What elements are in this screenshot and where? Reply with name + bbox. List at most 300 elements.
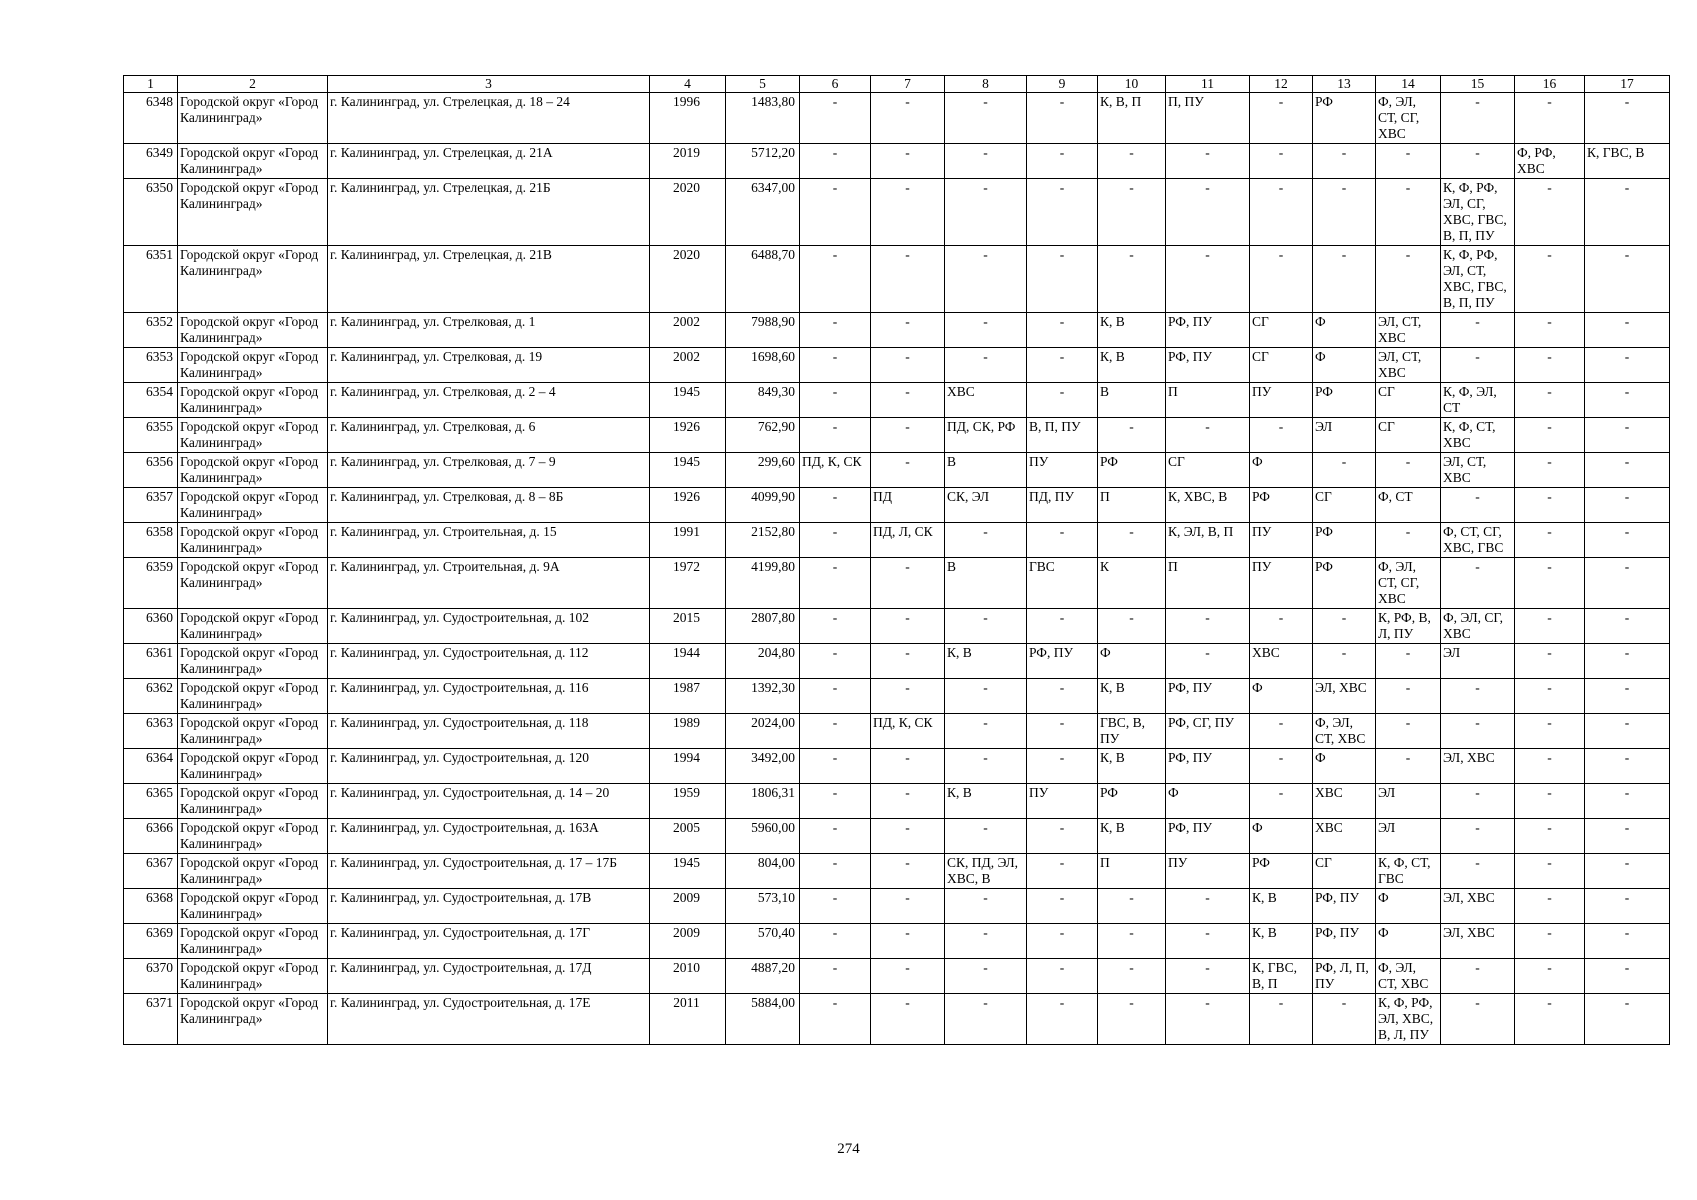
- table-cell-col-16: -: [1515, 749, 1585, 784]
- table-cell-col-7: -: [871, 959, 945, 994]
- table-cell-col-9: -: [1027, 179, 1098, 246]
- table-cell-col-11: -: [1166, 144, 1250, 179]
- table-cell-col-10: К, В: [1098, 819, 1166, 854]
- table-cell-col-11: П: [1166, 383, 1250, 418]
- table-cell-col-2: Городской округ «Город Калининград»: [178, 246, 328, 313]
- table-cell-col-14: К, Ф, РФ, ЭЛ, ХВС, В, Л, ПУ: [1376, 994, 1441, 1045]
- table-cell-col-16: -: [1515, 93, 1585, 144]
- table-cell-col-13: РФ: [1313, 523, 1376, 558]
- table-cell-col-16: -: [1515, 994, 1585, 1045]
- table-row: [124, 418, 1670, 453]
- table-cell-col-17: -: [1585, 558, 1670, 609]
- table-cell-col-9: -: [1027, 93, 1098, 144]
- table-cell-col-10: РФ: [1098, 453, 1166, 488]
- table-cell-col-14: -: [1376, 644, 1441, 679]
- table-cell-col-13: РФ, Л, П, ПУ: [1313, 959, 1376, 994]
- table-cell-col-10: П: [1098, 854, 1166, 889]
- table-cell-col-4: 1972: [650, 558, 726, 609]
- table-cell-col-10: -: [1098, 179, 1166, 246]
- table-cell-col-6: -: [800, 383, 871, 418]
- table-cell-col-5: 804,00: [726, 854, 800, 889]
- table-cell-col-7: ПД, К, СК: [871, 714, 945, 749]
- table-cell-col-1: 6360: [124, 609, 178, 644]
- table-cell-col-8: -: [945, 889, 1027, 924]
- table-cell-col-6: -: [800, 924, 871, 959]
- table-cell-col-15: -: [1441, 854, 1515, 889]
- table-cell-col-7: -: [871, 246, 945, 313]
- table-cell-col-13: РФ: [1313, 93, 1376, 144]
- table-cell-col-15: -: [1441, 959, 1515, 994]
- table-cell-col-5: 5712,20: [726, 144, 800, 179]
- table-cell-col-3: г. Калининград, ул. Строительная, д. 15: [328, 523, 650, 558]
- table-cell-col-12: -: [1250, 749, 1313, 784]
- table-cell-col-14: ЭЛ, СТ, ХВС: [1376, 348, 1441, 383]
- table-cell-col-17: -: [1585, 523, 1670, 558]
- table-cell-col-10: -: [1098, 418, 1166, 453]
- table-cell-col-6: -: [800, 889, 871, 924]
- table-cell-col-1: 6353: [124, 348, 178, 383]
- table-cell-col-15: -: [1441, 819, 1515, 854]
- table-cell-col-10: К, В: [1098, 749, 1166, 784]
- table-cell-col-5: 4099,90: [726, 488, 800, 523]
- table-cell-col-13: Ф, ЭЛ, СТ, ХВС: [1313, 714, 1376, 749]
- table-cell-col-9: -: [1027, 714, 1098, 749]
- table-cell-col-10: К, В: [1098, 679, 1166, 714]
- column-header-11: 11: [1166, 76, 1250, 93]
- table-cell-col-15: ЭЛ, ХВС: [1441, 749, 1515, 784]
- table-cell-col-4: 2009: [650, 924, 726, 959]
- table-cell-col-4: 1987: [650, 679, 726, 714]
- table-cell-col-6: -: [800, 348, 871, 383]
- table-cell-col-2: Городской округ «Город Калининград»: [178, 144, 328, 179]
- table-cell-col-8: -: [945, 924, 1027, 959]
- table-cell-col-7: -: [871, 679, 945, 714]
- table-cell-col-5: 6488,70: [726, 246, 800, 313]
- column-header-9: 9: [1027, 76, 1098, 93]
- column-header-3: 3: [328, 76, 650, 93]
- register-table: [123, 75, 1670, 1045]
- table-cell-col-16: -: [1515, 383, 1585, 418]
- table-cell-col-9: -: [1027, 523, 1098, 558]
- table-cell-col-1: 6363: [124, 714, 178, 749]
- table-cell-col-9: ПУ: [1027, 453, 1098, 488]
- column-header-4: 4: [650, 76, 726, 93]
- table-cell-col-3: г. Калининград, ул. Судостроительная, д. 118: [328, 714, 650, 749]
- table-cell-col-8: -: [945, 313, 1027, 348]
- table-cell-col-11: РФ, СГ, ПУ: [1166, 714, 1250, 749]
- table-cell-col-6: -: [800, 714, 871, 749]
- table-cell-col-14: -: [1376, 714, 1441, 749]
- table-cell-col-7: ПД: [871, 488, 945, 523]
- table-cell-col-14: -: [1376, 453, 1441, 488]
- table-cell-col-12: -: [1250, 418, 1313, 453]
- table-cell-col-4: 1945: [650, 383, 726, 418]
- table-cell-col-6: -: [800, 784, 871, 819]
- table-cell-col-1: 6367: [124, 854, 178, 889]
- table-cell-col-17: -: [1585, 924, 1670, 959]
- table-cell-col-6: -: [800, 994, 871, 1045]
- table-cell-col-13: ХВС: [1313, 819, 1376, 854]
- table-cell-col-15: К, Ф, СТ, ХВС: [1441, 418, 1515, 453]
- table-cell-col-4: 1959: [650, 784, 726, 819]
- table-cell-col-4: 1945: [650, 854, 726, 889]
- table-cell-col-17: -: [1585, 609, 1670, 644]
- table-cell-col-16: -: [1515, 488, 1585, 523]
- table-cell-col-10: -: [1098, 959, 1166, 994]
- table-cell-col-7: -: [871, 784, 945, 819]
- table-cell-col-10: П: [1098, 488, 1166, 523]
- table-cell-col-11: -: [1166, 889, 1250, 924]
- table-cell-col-15: -: [1441, 93, 1515, 144]
- table-cell-col-12: К, ГВС, В, П: [1250, 959, 1313, 994]
- table-cell-col-11: РФ, ПУ: [1166, 679, 1250, 714]
- table-cell-col-12: Ф: [1250, 453, 1313, 488]
- table-cell-col-1: 6366: [124, 819, 178, 854]
- table-cell-col-8: В: [945, 558, 1027, 609]
- table-cell-col-4: 2020: [650, 246, 726, 313]
- table-cell-col-11: К, ХВС, В: [1166, 488, 1250, 523]
- table-cell-col-9: -: [1027, 749, 1098, 784]
- table-cell-col-9: -: [1027, 854, 1098, 889]
- table-cell-col-5: 1806,31: [726, 784, 800, 819]
- table-cell-col-16: -: [1515, 679, 1585, 714]
- table-cell-col-13: ЭЛ: [1313, 418, 1376, 453]
- table-cell-col-3: г. Калининград, ул. Судостроительная, д. 17В: [328, 889, 650, 924]
- table-cell-col-2: Городской округ «Город Калининград»: [178, 959, 328, 994]
- table-cell-col-6: -: [800, 523, 871, 558]
- table-cell-col-6: ПД, К, СК: [800, 453, 871, 488]
- table-row: [124, 313, 1670, 348]
- table-cell-col-15: -: [1441, 714, 1515, 749]
- table-cell-col-2: Городской округ «Город Калининград»: [178, 93, 328, 144]
- table-cell-col-16: -: [1515, 558, 1585, 609]
- table-cell-col-12: -: [1250, 714, 1313, 749]
- table-cell-col-9: РФ, ПУ: [1027, 644, 1098, 679]
- table-cell-col-11: РФ, ПУ: [1166, 819, 1250, 854]
- table-cell-col-3: г. Калининград, ул. Судостроительная, д. 116: [328, 679, 650, 714]
- table-cell-col-11: П, ПУ: [1166, 93, 1250, 144]
- table-cell-col-7: -: [871, 994, 945, 1045]
- column-header-1: 1: [124, 76, 178, 93]
- table-cell-col-4: 2010: [650, 959, 726, 994]
- table-cell-col-2: Городской округ «Город Калининград»: [178, 854, 328, 889]
- table-cell-col-13: СГ: [1313, 854, 1376, 889]
- table-cell-col-11: ПУ: [1166, 854, 1250, 889]
- table-cell-col-16: -: [1515, 889, 1585, 924]
- table-cell-col-6: -: [800, 644, 871, 679]
- table-cell-col-12: Ф: [1250, 819, 1313, 854]
- column-header-13: 13: [1313, 76, 1376, 93]
- table-cell-col-8: -: [945, 994, 1027, 1045]
- table-cell-col-17: -: [1585, 246, 1670, 313]
- table-row: [124, 819, 1670, 854]
- table-cell-col-2: Городской округ «Город Калининград»: [178, 679, 328, 714]
- table-cell-col-9: ПУ: [1027, 784, 1098, 819]
- table-cell-col-1: 6352: [124, 313, 178, 348]
- table-cell-col-3: г. Калининград, ул. Судостроительная, д. 17Г: [328, 924, 650, 959]
- table-row: [124, 348, 1670, 383]
- table-cell-col-1: 6356: [124, 453, 178, 488]
- table-cell-col-16: -: [1515, 924, 1585, 959]
- table-cell-col-1: 6358: [124, 523, 178, 558]
- table-cell-col-4: 1994: [650, 749, 726, 784]
- table-cell-col-11: -: [1166, 994, 1250, 1045]
- table-cell-col-1: 6361: [124, 644, 178, 679]
- table-cell-col-3: г. Калининград, ул. Судостроительная, д. 14 – 20: [328, 784, 650, 819]
- table-cell-col-6: -: [800, 179, 871, 246]
- table-cell-col-17: -: [1585, 784, 1670, 819]
- table-cell-col-9: В, П, ПУ: [1027, 418, 1098, 453]
- table-cell-col-16: -: [1515, 313, 1585, 348]
- table-cell-col-12: -: [1250, 994, 1313, 1045]
- table-cell-col-12: ПУ: [1250, 558, 1313, 609]
- table-cell-col-15: ЭЛ, СТ, ХВС: [1441, 453, 1515, 488]
- table-cell-col-17: -: [1585, 889, 1670, 924]
- table-cell-col-13: РФ, ПУ: [1313, 889, 1376, 924]
- table-cell-col-16: -: [1515, 453, 1585, 488]
- table-cell-col-6: -: [800, 558, 871, 609]
- table-cell-col-10: -: [1098, 994, 1166, 1045]
- table-cell-col-5: 7988,90: [726, 313, 800, 348]
- table-cell-col-5: 1698,60: [726, 348, 800, 383]
- table-cell-col-16: -: [1515, 714, 1585, 749]
- table-cell-col-4: 2019: [650, 144, 726, 179]
- table-cell-col-15: -: [1441, 994, 1515, 1045]
- table-cell-col-5: 204,80: [726, 644, 800, 679]
- table-cell-col-11: Ф: [1166, 784, 1250, 819]
- table-cell-col-11: -: [1166, 179, 1250, 246]
- table-cell-col-1: 6354: [124, 383, 178, 418]
- table-cell-col-2: Городской округ «Город Калининград»: [178, 488, 328, 523]
- table-cell-col-7: -: [871, 418, 945, 453]
- table-cell-col-3: г. Калининград, ул. Судостроительная, д. 17Д: [328, 959, 650, 994]
- table-cell-col-2: Городской округ «Город Калининград»: [178, 714, 328, 749]
- table-cell-col-15: Ф, СТ, СГ, ХВС, ГВС: [1441, 523, 1515, 558]
- table-cell-col-12: РФ: [1250, 488, 1313, 523]
- table-cell-col-6: -: [800, 854, 871, 889]
- table-cell-col-4: 1991: [650, 523, 726, 558]
- table-row: [124, 179, 1670, 246]
- table-cell-col-17: -: [1585, 994, 1670, 1045]
- table-cell-col-9: -: [1027, 313, 1098, 348]
- table-cell-col-11: К, ЭЛ, В, П: [1166, 523, 1250, 558]
- table-cell-col-7: -: [871, 889, 945, 924]
- table-cell-col-1: 6349: [124, 144, 178, 179]
- table-row: [124, 924, 1670, 959]
- table-cell-col-1: 6350: [124, 179, 178, 246]
- table-cell-col-9: -: [1027, 679, 1098, 714]
- table-cell-col-8: -: [945, 523, 1027, 558]
- table-cell-col-17: -: [1585, 313, 1670, 348]
- table-cell-col-9: -: [1027, 609, 1098, 644]
- table-cell-col-6: -: [800, 246, 871, 313]
- table-cell-col-17: -: [1585, 453, 1670, 488]
- table-cell-col-10: В: [1098, 383, 1166, 418]
- table-cell-col-6: -: [800, 959, 871, 994]
- table-cell-col-8: -: [945, 679, 1027, 714]
- table-cell-col-11: РФ, ПУ: [1166, 749, 1250, 784]
- table-cell-col-7: -: [871, 558, 945, 609]
- table-cell-col-9: -: [1027, 924, 1098, 959]
- table-cell-col-7: -: [871, 348, 945, 383]
- table-cell-col-14: К, Ф, СТ, ГВС: [1376, 854, 1441, 889]
- table-cell-col-12: -: [1250, 93, 1313, 144]
- table-cell-col-12: Ф: [1250, 679, 1313, 714]
- table-cell-col-17: -: [1585, 959, 1670, 994]
- table-cell-col-17: -: [1585, 348, 1670, 383]
- table-cell-col-14: ЭЛ: [1376, 784, 1441, 819]
- header-row: [124, 76, 1670, 93]
- table-cell-col-7: ПД, Л, СК: [871, 523, 945, 558]
- table-cell-col-14: Ф, СТ: [1376, 488, 1441, 523]
- column-header-17: 17: [1585, 76, 1670, 93]
- table-cell-col-13: -: [1313, 179, 1376, 246]
- table-cell-col-17: -: [1585, 819, 1670, 854]
- table-cell-col-7: -: [871, 93, 945, 144]
- table-cell-col-6: -: [800, 418, 871, 453]
- table-cell-col-15: -: [1441, 313, 1515, 348]
- table-cell-col-10: К, В: [1098, 348, 1166, 383]
- table-cell-col-1: 6359: [124, 558, 178, 609]
- table-cell-col-6: -: [800, 144, 871, 179]
- table-cell-col-4: 2015: [650, 609, 726, 644]
- table-cell-col-17: -: [1585, 93, 1670, 144]
- table-cell-col-3: г. Калининград, ул. Строительная, д. 9А: [328, 558, 650, 609]
- column-header-12: 12: [1250, 76, 1313, 93]
- table-cell-col-14: -: [1376, 679, 1441, 714]
- table-cell-col-11: -: [1166, 418, 1250, 453]
- table-cell-col-13: -: [1313, 644, 1376, 679]
- table-cell-col-3: г. Калининград, ул. Стрелковая, д. 7 – 9: [328, 453, 650, 488]
- table-cell-col-7: -: [871, 453, 945, 488]
- table-cell-col-6: -: [800, 93, 871, 144]
- table-cell-col-12: СГ: [1250, 348, 1313, 383]
- table-cell-col-10: Ф: [1098, 644, 1166, 679]
- table-row: [124, 749, 1670, 784]
- table-cell-col-6: -: [800, 488, 871, 523]
- table-cell-col-14: К, РФ, В, Л, ПУ: [1376, 609, 1441, 644]
- table-cell-col-16: -: [1515, 959, 1585, 994]
- table-row: [124, 383, 1670, 418]
- table-cell-col-13: Ф: [1313, 749, 1376, 784]
- table-cell-col-2: Городской округ «Город Калининград»: [178, 644, 328, 679]
- table-cell-col-15: К, Ф, РФ, ЭЛ, СГ, ХВС, ГВС, В, П, ПУ: [1441, 179, 1515, 246]
- table-cell-col-5: 5960,00: [726, 819, 800, 854]
- table-cell-col-6: -: [800, 313, 871, 348]
- table-cell-col-2: Городской округ «Город Калининград»: [178, 523, 328, 558]
- table-cell-col-12: ПУ: [1250, 523, 1313, 558]
- table-cell-col-14: ЭЛ: [1376, 819, 1441, 854]
- table-cell-col-2: Городской округ «Город Калининград»: [178, 819, 328, 854]
- table-cell-col-7: -: [871, 644, 945, 679]
- table-cell-col-5: 1392,30: [726, 679, 800, 714]
- table-cell-col-4: 2011: [650, 994, 726, 1045]
- table-cell-col-10: -: [1098, 246, 1166, 313]
- table-cell-col-16: -: [1515, 854, 1585, 889]
- table-cell-col-4: 1945: [650, 453, 726, 488]
- table-cell-col-3: г. Калининград, ул. Судостроительная, д. 163А: [328, 819, 650, 854]
- table-cell-col-12: -: [1250, 784, 1313, 819]
- table-cell-col-13: Ф: [1313, 348, 1376, 383]
- table-cell-col-10: РФ: [1098, 784, 1166, 819]
- column-header-8: 8: [945, 76, 1027, 93]
- table-cell-col-12: -: [1250, 609, 1313, 644]
- column-number-header: [124, 76, 1670, 93]
- table-cell-col-16: -: [1515, 348, 1585, 383]
- table-body: [124, 93, 1670, 1045]
- table-cell-col-15: -: [1441, 488, 1515, 523]
- table-cell-col-8: -: [945, 246, 1027, 313]
- table-cell-col-13: Ф: [1313, 313, 1376, 348]
- table-cell-col-2: Городской округ «Город Калининград»: [178, 749, 328, 784]
- table-cell-col-15: ЭЛ: [1441, 644, 1515, 679]
- table-row: [124, 644, 1670, 679]
- table-cell-col-16: -: [1515, 819, 1585, 854]
- table-cell-col-4: 1996: [650, 93, 726, 144]
- table-cell-col-13: РФ, ПУ: [1313, 924, 1376, 959]
- table-cell-col-14: Ф: [1376, 924, 1441, 959]
- table-cell-col-14: Ф, ЭЛ, СТ, ХВС: [1376, 959, 1441, 994]
- table-cell-col-6: -: [800, 609, 871, 644]
- table-cell-col-4: 2005: [650, 819, 726, 854]
- table-cell-col-2: Городской округ «Город Калининград»: [178, 924, 328, 959]
- column-header-2: 2: [178, 76, 328, 93]
- table-row: [124, 959, 1670, 994]
- table-cell-col-17: -: [1585, 714, 1670, 749]
- table-cell-col-10: К, В, П: [1098, 93, 1166, 144]
- table-cell-col-13: -: [1313, 609, 1376, 644]
- register-table-container: [123, 75, 1670, 1045]
- table-cell-col-8: -: [945, 348, 1027, 383]
- table-cell-col-6: -: [800, 819, 871, 854]
- table-row: [124, 246, 1670, 313]
- table-cell-col-10: -: [1098, 609, 1166, 644]
- table-cell-col-11: -: [1166, 246, 1250, 313]
- table-cell-col-10: -: [1098, 924, 1166, 959]
- table-cell-col-17: -: [1585, 179, 1670, 246]
- table-cell-col-13: ХВС: [1313, 784, 1376, 819]
- page-number: 274: [837, 1141, 860, 1157]
- table-row: [124, 523, 1670, 558]
- table-cell-col-5: 6347,00: [726, 179, 800, 246]
- table-cell-col-16: -: [1515, 418, 1585, 453]
- table-cell-col-9: -: [1027, 383, 1098, 418]
- table-cell-col-16: -: [1515, 644, 1585, 679]
- table-cell-col-12: СГ: [1250, 313, 1313, 348]
- table-cell-col-15: ЭЛ, ХВС: [1441, 924, 1515, 959]
- table-cell-col-3: г. Калининград, ул. Судостроительная, д. 112: [328, 644, 650, 679]
- table-cell-col-3: г. Калининград, ул. Судостроительная, д. 102: [328, 609, 650, 644]
- table-cell-col-1: 6368: [124, 889, 178, 924]
- table-cell-col-10: -: [1098, 144, 1166, 179]
- table-cell-col-2: Городской округ «Город Калининград»: [178, 558, 328, 609]
- table-cell-col-2: Городской округ «Город Калининград»: [178, 418, 328, 453]
- table-cell-col-13: ЭЛ, ХВС: [1313, 679, 1376, 714]
- table-cell-col-10: -: [1098, 889, 1166, 924]
- table-cell-col-8: К, В: [945, 644, 1027, 679]
- table-cell-col-1: 6369: [124, 924, 178, 959]
- table-cell-col-13: -: [1313, 994, 1376, 1045]
- column-header-15: 15: [1441, 76, 1515, 93]
- table-cell-col-2: Городской округ «Город Калининград»: [178, 889, 328, 924]
- column-header-16: 16: [1515, 76, 1585, 93]
- table-cell-col-17: -: [1585, 679, 1670, 714]
- table-cell-col-12: -: [1250, 246, 1313, 313]
- table-cell-col-8: -: [945, 749, 1027, 784]
- table-cell-col-2: Городской округ «Город Калининград»: [178, 383, 328, 418]
- table-cell-col-14: -: [1376, 523, 1441, 558]
- table-cell-col-3: г. Калининград, ул. Судостроительная, д. 17 – 17Б: [328, 854, 650, 889]
